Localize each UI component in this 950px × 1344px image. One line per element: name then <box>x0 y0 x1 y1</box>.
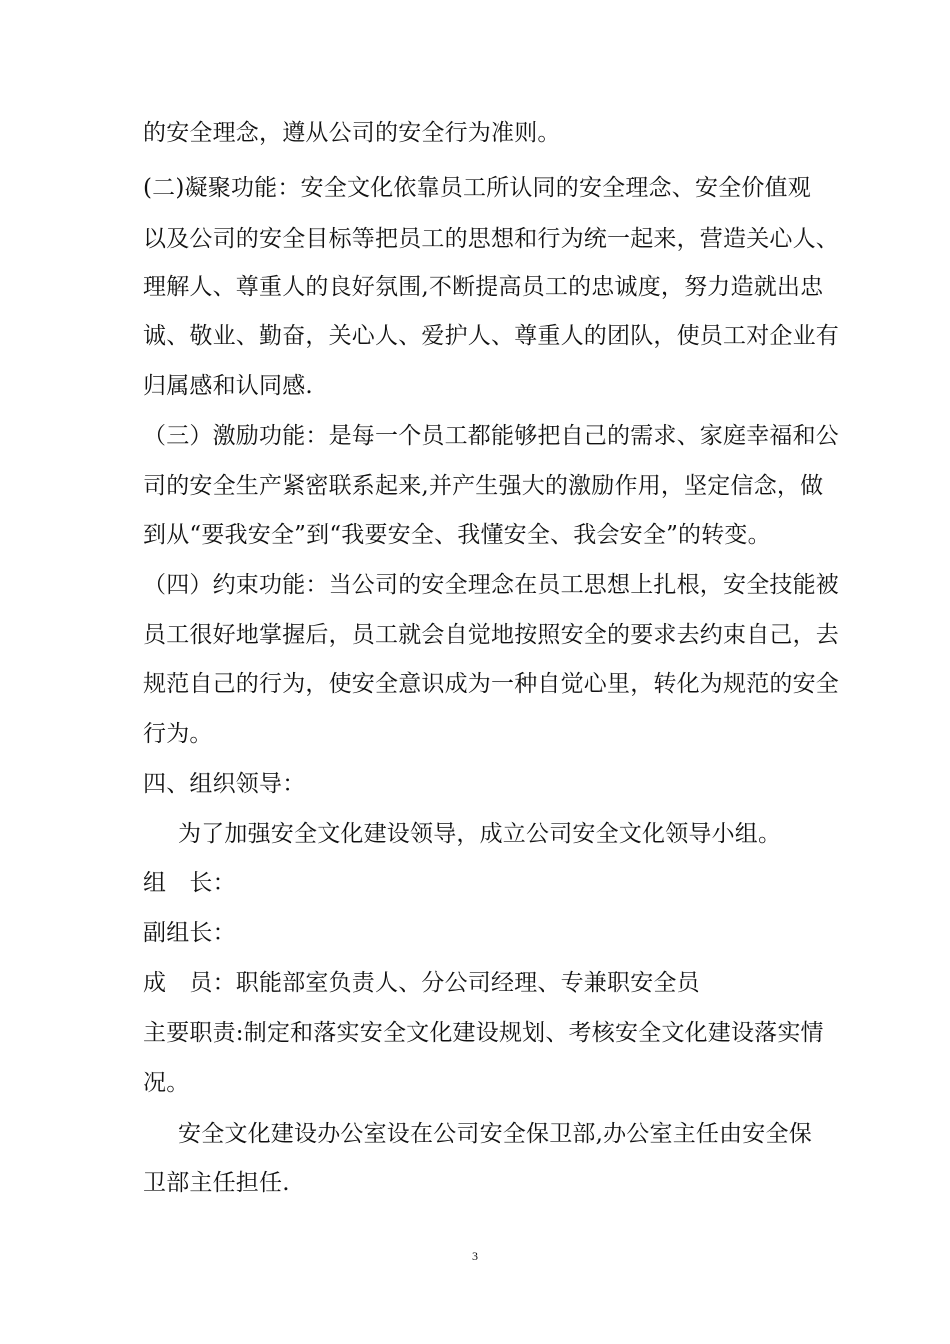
body-text-line: 安全文化建设办公室设在公司安全保卫部,办公室主任由安全保 <box>178 1121 812 1147</box>
body-text-line: 归属感和认同感. <box>143 373 313 399</box>
role-line-members: 成 员：职能部室负责人、分公司经理、专兼职安全员 <box>143 970 700 996</box>
section-heading-cohesion: (二)凝聚功能：安全文化依靠员工所认同的安全理念、安全价值观 <box>143 175 811 201</box>
body-text-line: 理解人、尊重人的良好氛围,不断提高员工的忠诚度，努力造就出忠 <box>143 274 824 300</box>
body-text-line: 员工很好地掌握后，员工就会自觉地按照安全的要求去约束自己，去 <box>143 622 839 648</box>
body-text-line: 行为。 <box>143 721 213 747</box>
page-number: 3 <box>472 1249 478 1263</box>
body-text-line: 到从“要我安全”到“我要安全、我懂安全、我会安全”的转变。 <box>143 522 771 548</box>
body-text-line: 司的安全生产紧密联系起来,并产生强大的激励作用，坚定信念，做 <box>143 473 824 499</box>
body-text-line: 卫部主任担任. <box>143 1170 290 1196</box>
duties-line: 主要职责:制定和落实安全文化建设规划、考核安全文化建设落实情 <box>143 1020 824 1046</box>
body-text-line: 况。 <box>143 1070 190 1096</box>
body-text-line: 以及公司的安全目标等把员工的思想和行为统一起来，营造关心人、 <box>143 226 839 252</box>
body-text-line: 规范自己的行为，使安全意识成为一种自觉心里，转化为规范的安全 <box>143 671 839 697</box>
role-line-leader: 组 长： <box>143 870 236 896</box>
body-text-line: 诚、敬业、勤奋，关心人、爱护人、尊重人的团队，使员工对企业有 <box>143 323 839 349</box>
section-heading-motivation: （三）激励功能：是每一个员工都能够把自己的需求、家庭幸福和公 <box>143 423 839 449</box>
body-text-line: 的安全理念，遵从公司的安全行为准则。 <box>143 120 561 146</box>
body-text-line: 为了加强安全文化建设领导，成立公司安全文化领导小组。 <box>178 821 782 847</box>
section-heading-constraint: （四）约束功能：当公司的安全理念在员工思想上扎根，安全技能被 <box>143 572 839 598</box>
section-heading-organization: 四、组织领导： <box>143 771 306 797</box>
role-line-deputy: 副组长： <box>143 920 236 946</box>
